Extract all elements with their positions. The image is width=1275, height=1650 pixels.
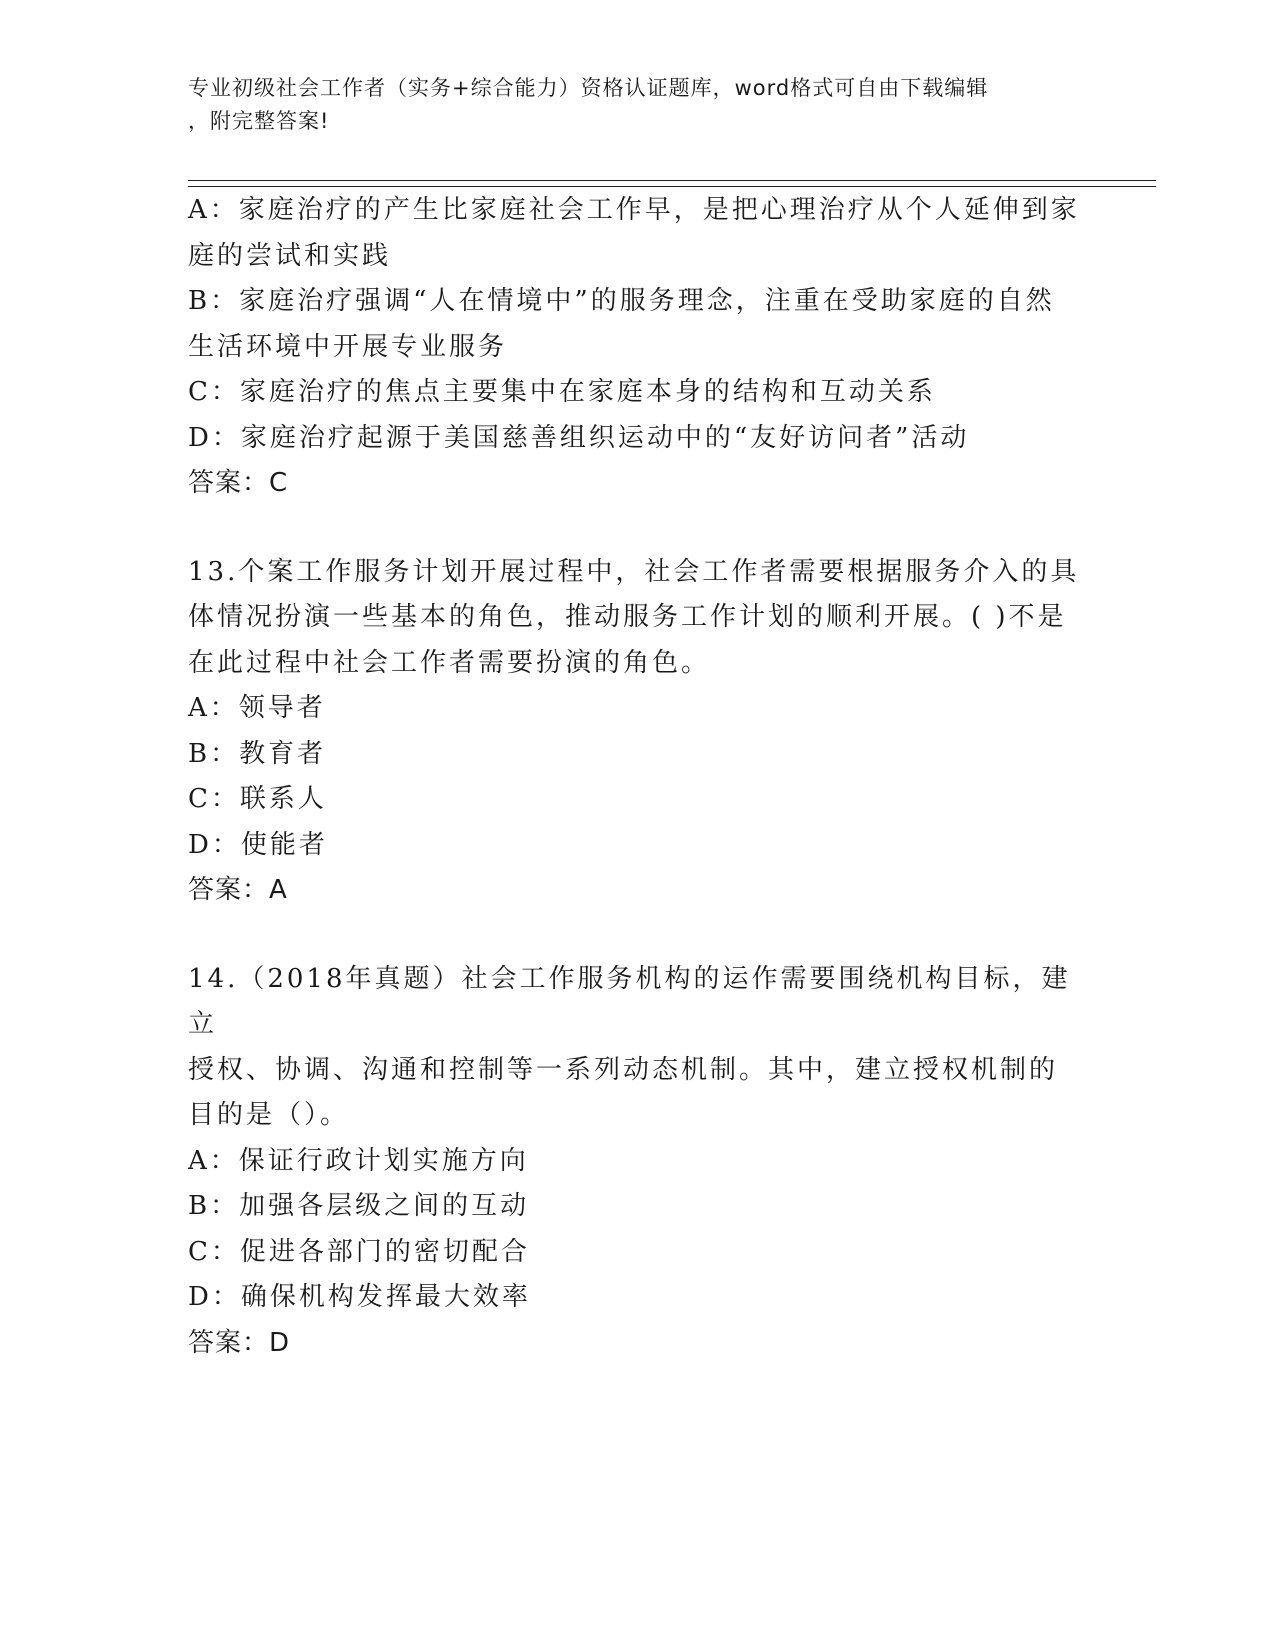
question-text-line: 授权、协调、沟通和控制等一系列动态机制。其中，建立授权机制的 — [188, 1054, 1059, 1085]
option-c: C：联系人 — [188, 784, 327, 814]
option-line: C：家庭治疗的焦点主要集中在家庭本身的结构和互动关系 — [188, 377, 936, 407]
spacer — [188, 914, 1088, 957]
option-c: C：促进各部门的密切配合 — [188, 1236, 530, 1267]
question-text-line: 13.个案工作服务计划开展过程中，社会工作者需要根据服务介入的具 — [188, 556, 1080, 587]
document-header — [188, 72, 1088, 138]
question-block-12 — [188, 188, 1088, 507]
option-line: D：家庭治疗起源于美国慈善组织运动中的“友好访问者”活动 — [188, 422, 970, 453]
header-divider-bottom — [188, 186, 1156, 187]
header-title-line-2: ，附完整答案! — [188, 109, 330, 133]
option-b: B：教育者 — [188, 738, 327, 769]
answer-line: 答案：A — [188, 875, 288, 905]
header-divider-top — [188, 180, 1156, 181]
question-block-14 — [188, 957, 1088, 1367]
option-a: A：领导者 — [188, 693, 326, 723]
option-line: B：家庭治疗强调“人在情境中”的服务理念，注重在受助家庭的自然 — [188, 286, 1055, 316]
spacer — [188, 507, 1088, 550]
question-text-line: 目的是（）。 — [188, 1100, 350, 1130]
option-d: D：使能者 — [188, 829, 328, 860]
answer-line: 答案：D — [188, 1327, 291, 1358]
question-text-line: 14.（2018年真题）社会工作服务机构的运作需要围绕机构目标，建立 — [188, 963, 1071, 1039]
option-b: B：加强各层级之间的互动 — [188, 1191, 530, 1221]
header-title-line-1: 专业初级社会工作者（实务+综合能力）资格认证题库，word格式可自由下载编辑 — [188, 76, 989, 100]
question-text-line: 在此过程中社会工作者需要扮演的角色。 — [188, 647, 711, 678]
document-body — [188, 188, 1088, 1366]
question-block-13 — [188, 550, 1088, 914]
option-line: 庭的尝试和实践 — [188, 240, 392, 271]
answer-line: 答案：C — [188, 468, 289, 498]
option-d: D：确保机构发挥最大效率 — [188, 1282, 531, 1312]
question-text-line: 体情况扮演一些基本的角色，推动服务工作计划的顺利开展。( )不是 — [188, 602, 1067, 632]
option-a: A：保证行政计划实施方向 — [188, 1145, 529, 1176]
option-line: 生活环境中开展专业服务 — [188, 331, 508, 362]
option-line: A：家庭治疗的产生比家庭社会工作早，是把心理治疗从个人延伸到家 — [188, 195, 1080, 225]
